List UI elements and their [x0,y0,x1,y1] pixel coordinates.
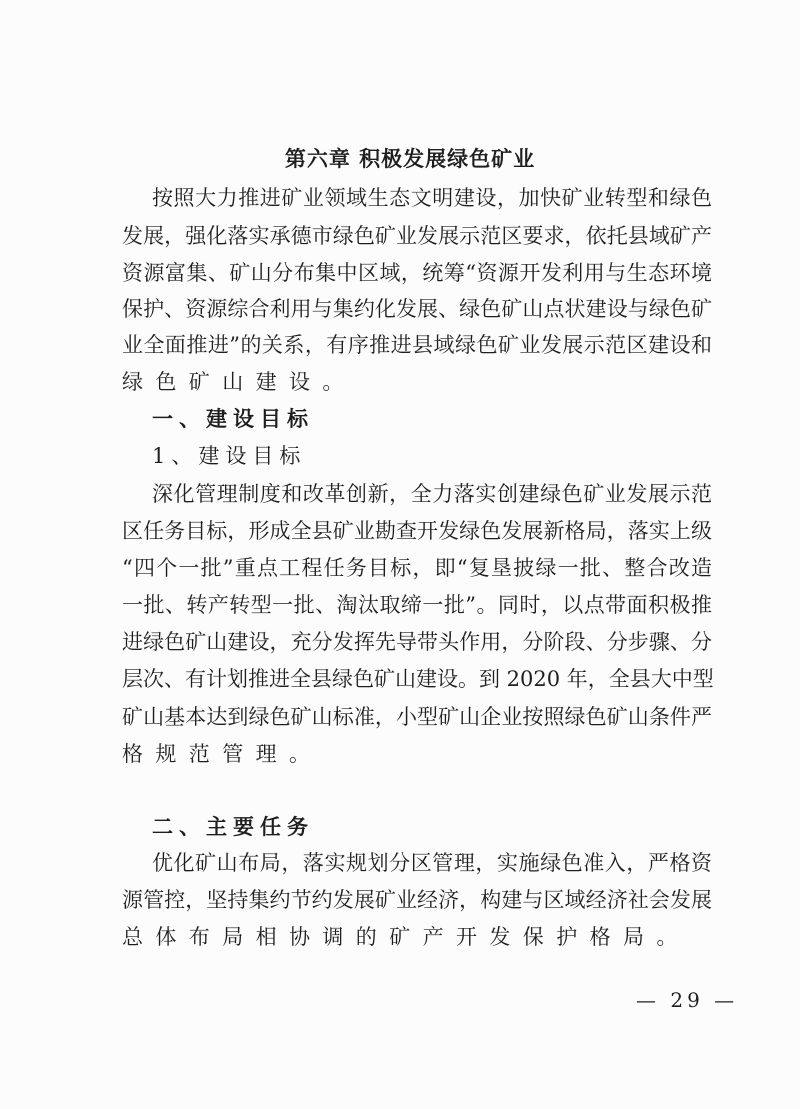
paragraph-line: 一批、转产转型一批、淘汰取缔一批”。同时，以点带面积极推 [122,593,712,617]
paragraph-line: “四个一批”重点工程任务目标，即“复垦披绿一批、整合改造 [122,556,712,580]
paragraph-line: 按照大力推进矿业领域生态文明建设，加快矿业转型和绿色 [152,186,712,210]
paragraph-line: 绿色矿山建设。 [122,370,356,394]
subsection-heading: 1、建设目标 [152,444,307,468]
paragraph-line: 优化矿山布局，落实规划分区管理，实施绿色准入，严格资 [152,851,712,875]
paragraph-line: 业全面推进”的关系，有序推进县域绿色矿业发展示范区建设和 [122,333,712,357]
chapter-title: 第六章 积极发展绿色矿业 [284,147,536,171]
paragraph-line: 发展，强化落实承德市绿色矿业发展示范区要求，依托县域矿产 [122,224,712,248]
paragraph-line: 资源富集、矿山分布集中区域，统筹“资源开发利用与生态环境 [122,261,712,285]
paragraph-line: 源管控，坚持集约节约发展矿业经济，构建与区域经济社会发展 [122,888,712,912]
paragraph-line: 保护、资源综合利用与集约化发展、绿色矿山点状建设与绿色矿 [122,297,712,321]
paragraph-line: 层次、有计划推进全县绿色矿山建设。到 2020 年，全县大中型 [122,667,714,691]
paragraph-line: 进绿色矿山建设，充分发挥先导带头作用，分阶段、分步骤、分 [122,630,712,654]
paragraph-line: 总体布局相协调的矿产开发保护格局。 [122,925,690,949]
paragraph-line: 矿山基本达到绿色矿山标准，小型矿山企业按照绿色矿山条件严 [122,705,712,729]
section-heading: 二、主要任务 [152,815,314,839]
paragraph-line: 区任务目标，形成全县矿业勘查开发绿色发展新格局，落实上级 [122,519,712,543]
page-number: — 29 — [636,988,739,1012]
paragraph-line: 格规范管理。 [122,742,323,766]
section-heading: 一、建设目标 [152,407,314,431]
paragraph-line: 深化管理制度和改革创新，全力落实创建绿色矿业发展示范 [152,482,712,506]
